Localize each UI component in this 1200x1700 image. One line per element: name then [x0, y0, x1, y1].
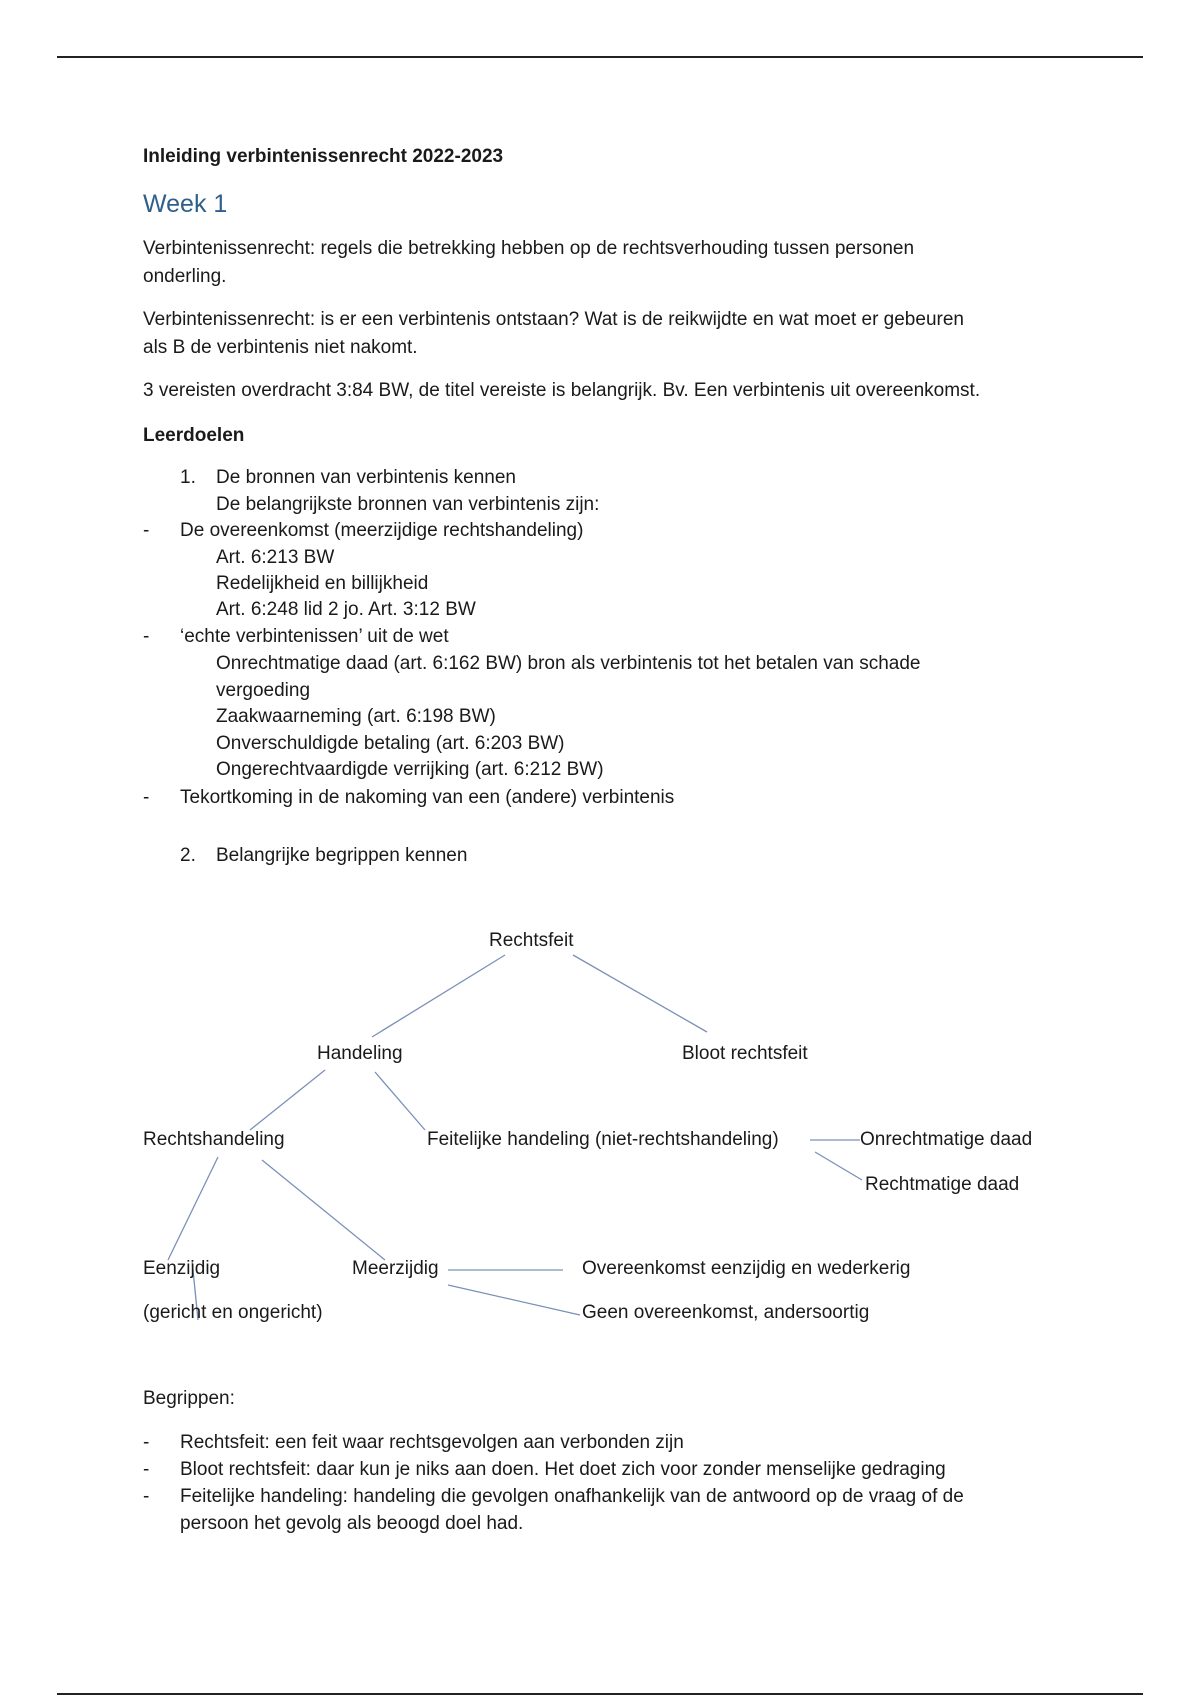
learning-goals-heading: Leerdoelen: [143, 425, 245, 446]
diagram-node-onrechtmatige-daad: Onrechtmatige daad: [860, 1129, 1033, 1150]
bullet-subline: Zaakwaarneming (art. 6:198 BW): [216, 706, 496, 727]
bullet-subline: Onrechtmatige daad (art. 6:162 BW) bron als verbintenis tot het betalen van schade: [216, 653, 921, 674]
footer-rule: [57, 1693, 1143, 1695]
diagram-node-rechtshandeling: Rechtshandeling: [143, 1129, 285, 1150]
bullet-subline: Art. 6:213 BW: [216, 547, 335, 568]
list-item: Belangrijke begrippen kennen: [216, 845, 468, 866]
connector-line: [573, 955, 707, 1032]
connector-line: [448, 1285, 580, 1315]
list-subtext: De belangrijkste bronnen van verbintenis zijn:: [216, 494, 600, 515]
diagram-node-overeenkomst: Overeenkomst eenzijdig en wederkerig: [582, 1258, 911, 1279]
begrip-item-continuation: persoon het gevolg als beoogd doel had.: [180, 1513, 524, 1534]
bullet-subline: Onverschuldigde betaling (art. 6:203 BW): [216, 733, 565, 754]
connector-line: [168, 1157, 218, 1260]
diagram-node-rechtsfeit: Rechtsfeit: [489, 930, 574, 951]
begrip-item: Rechtsfeit: een feit waar rechtsgevolgen aan verbonden zijn: [180, 1432, 684, 1453]
bullet-item: De overeenkomst (meerzijdige rechtshandeling): [180, 520, 584, 541]
bullet-subline: Redelijkheid en billijkheid: [216, 573, 429, 594]
connector-line: [815, 1152, 862, 1180]
begrip-item: Feitelijke handeling: handeling die gevolgen onafhankelijk van de antwoord op de vraag of de: [180, 1486, 964, 1507]
diagram-node-gericht: (gericht en ongericht): [143, 1302, 323, 1323]
bullet-subline: Ongerechtvaardigde verrijking (art. 6:212 BW): [216, 759, 604, 780]
paragraph-line: 3 vereisten overdracht 3:84 BW, de titel vereiste is belangrijk. Bv. Een verbintenis uit overeenkomst.: [143, 380, 981, 401]
week-heading: Week 1: [143, 190, 228, 218]
begrip-item: Bloot rechtsfeit: daar kun je niks aan doen. Het doet zich voor zonder menselijke gedraging: [180, 1459, 946, 1480]
bullet-subline: Art. 6:248 lid 2 jo. Art. 3:12 BW: [216, 599, 476, 620]
bullet-item: Tekortkoming in de nakoming van een (andere) verbintenis: [180, 787, 675, 808]
list-number: 1.: [180, 467, 196, 488]
bullet-subline: vergoeding: [216, 680, 311, 701]
connector-line: [250, 1070, 325, 1130]
dash-marker: -: [143, 1459, 150, 1480]
diagram-node-rechtmatige-daad: Rechtmatige daad: [865, 1174, 1020, 1195]
paragraph-line: onderling.: [143, 266, 227, 287]
document-title: Inleiding verbintenissenrecht 2022-2023: [143, 146, 504, 167]
dash-marker: -: [143, 520, 150, 541]
paragraph-line: Verbintenissenrecht: is er een verbintenis ontstaan? Wat is de reikwijdte en wat moet er gebeuren: [143, 309, 964, 330]
diagram-node-meerzijdig: Meerzijdig: [352, 1258, 439, 1279]
list-number: 2.: [180, 845, 196, 866]
diagram-node-feitelijke-handeling: Feitelijke handeling (niet-rechtshandeling): [427, 1129, 779, 1150]
diagram-node-handeling: Handeling: [317, 1043, 403, 1064]
diagram-node-bloot-rechtsfeit: Bloot rechtsfeit: [682, 1043, 808, 1064]
connector-line: [375, 1072, 425, 1130]
begrippen-heading: Begrippen:: [143, 1388, 235, 1409]
diagram-node-geen-overeenkomst: Geen overeenkomst, andersoortig: [582, 1302, 870, 1323]
dash-marker: -: [143, 626, 150, 647]
paragraph-line: Verbintenissenrecht: regels die betrekking hebben op de rechtsverhouding tussen personen: [143, 238, 915, 259]
bullet-item: ‘echte verbintenissen’ uit de wet: [180, 626, 449, 647]
diagram-node-eenzijdig: Eenzijdig: [143, 1258, 221, 1279]
paragraph-line: als B de verbintenis niet nakomt.: [143, 337, 418, 358]
dash-marker: -: [143, 787, 150, 808]
list-item: De bronnen van verbintenis kennen: [216, 467, 516, 488]
dash-marker: -: [143, 1432, 150, 1453]
dash-marker: -: [143, 1486, 150, 1507]
connector-line: [372, 955, 505, 1037]
connector-line: [262, 1160, 385, 1260]
